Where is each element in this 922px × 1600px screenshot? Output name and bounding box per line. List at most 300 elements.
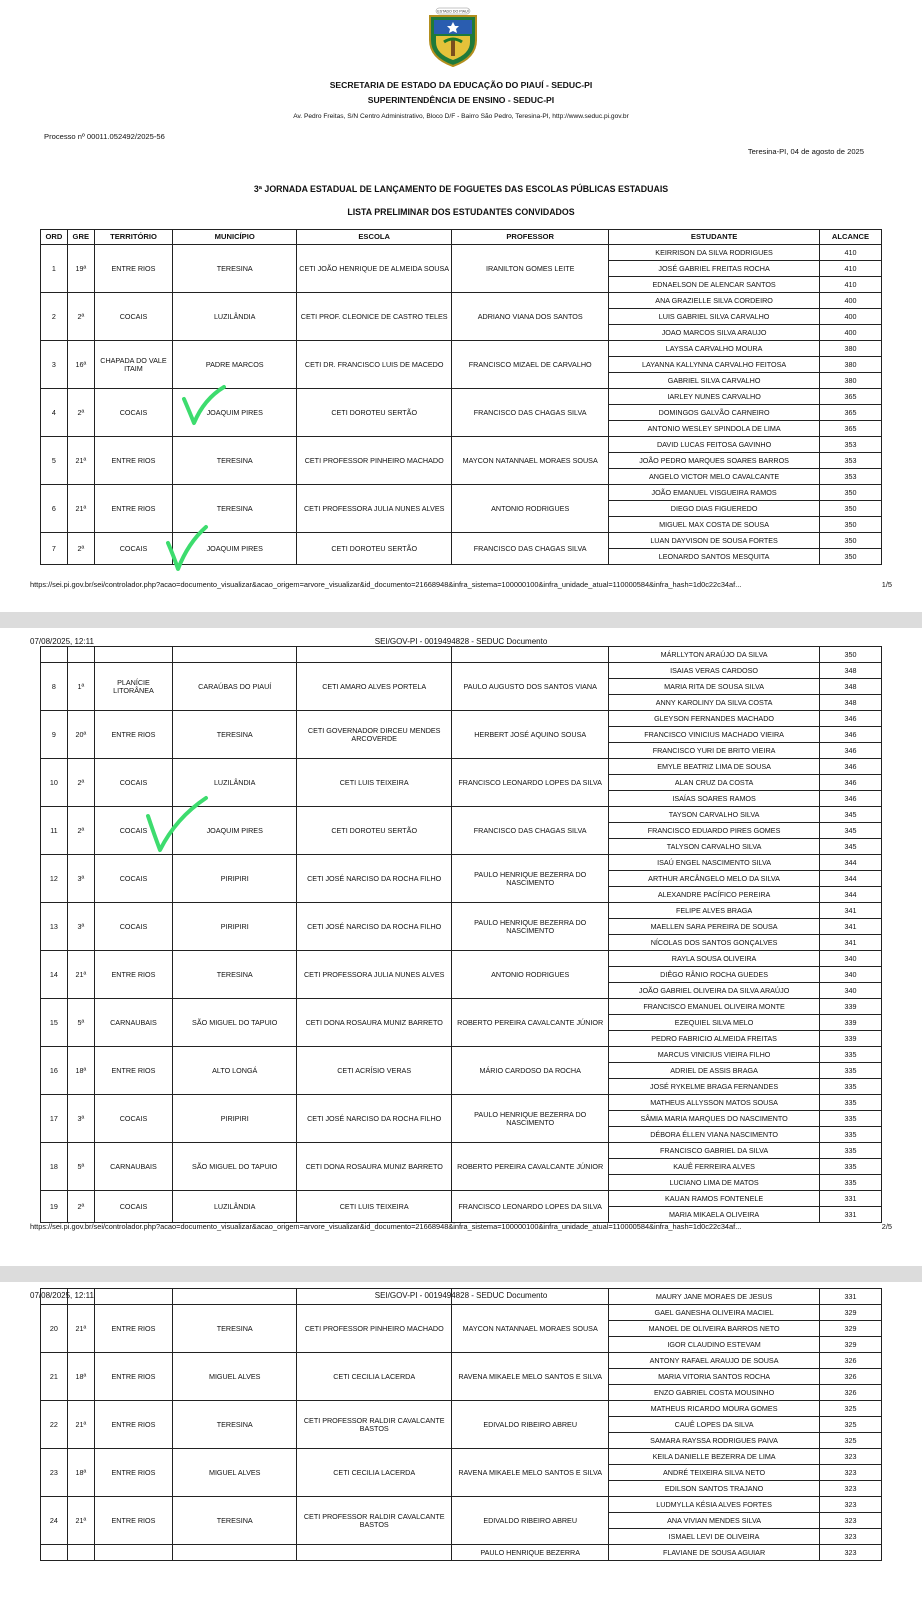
reach-cell: 346 bbox=[819, 727, 881, 743]
student-cell: DOMINGOS GALVÃO CARNEIRO bbox=[609, 405, 820, 421]
table-row bbox=[41, 341, 882, 357]
order-cell: 24 bbox=[41, 1497, 68, 1545]
school-cell: CETI CECILIA LACERDA bbox=[297, 1449, 452, 1497]
order-cell: 14 bbox=[41, 951, 68, 999]
municipality-cell bbox=[173, 647, 297, 663]
teacher-cell: FRANCISCO LEONARDO LOPES DA SILVA bbox=[452, 759, 609, 807]
student-cell: LUDMYLLA KÉSIA ALVES FORTES bbox=[609, 1497, 820, 1513]
column-header: PROFESSOR bbox=[452, 230, 609, 245]
territory-cell: CARNAUBAIS bbox=[94, 999, 173, 1047]
municipality-cell bbox=[173, 1289, 297, 1305]
territory-cell bbox=[94, 1545, 173, 1561]
student-cell: DAVID LUCAS FEITOSA GAVINHO bbox=[609, 437, 820, 453]
reach-cell: 380 bbox=[819, 373, 881, 389]
order-cell: 9 bbox=[41, 711, 68, 759]
gre-cell bbox=[67, 1289, 94, 1305]
gre-cell: 21ª bbox=[67, 951, 94, 999]
teacher-cell: PAULO HENRIQUE BEZERRA DO NASCIMENTO bbox=[452, 903, 609, 951]
reach-cell: 400 bbox=[819, 325, 881, 341]
table-row bbox=[41, 663, 882, 679]
territory-cell: ENTRE RIOS bbox=[94, 485, 173, 533]
territory-cell bbox=[94, 1289, 173, 1305]
school-cell: CETI LUIS TEIXEIRA bbox=[297, 1191, 452, 1223]
territory-cell: ENTRE RIOS bbox=[94, 437, 173, 485]
table-row bbox=[41, 1289, 882, 1305]
reach-cell: 331 bbox=[819, 1191, 881, 1207]
student-cell: GABRIEL SILVA CARVALHO bbox=[609, 373, 820, 389]
student-cell: JOÃO PEDRO MARQUES SOARES BARROS bbox=[609, 453, 820, 469]
municipality-cell: TERESINA bbox=[173, 245, 297, 293]
student-cell: MÁRLLYTON ARAÚJO DA SILVA bbox=[609, 647, 820, 663]
reach-cell: 344 bbox=[819, 855, 881, 871]
student-cell: KEIRRISON DA SILVA RODRIGUES bbox=[609, 245, 820, 261]
student-cell: FRANCISCO EDUARDO PIRES GOMES bbox=[609, 823, 820, 839]
territory-cell bbox=[94, 647, 173, 663]
reach-cell: 365 bbox=[819, 389, 881, 405]
reach-cell: 410 bbox=[819, 277, 881, 293]
teacher-cell: FRANCISCO MIZAEL DE CARVALHO bbox=[452, 341, 609, 389]
reach-cell: 339 bbox=[819, 999, 881, 1015]
document-title: 3ª JORNADA ESTADUAL DE LANÇAMENTO DE FOGUETES DAS ESCOLAS PÚBLICAS ESTADUAIS bbox=[253, 184, 669, 194]
document-page-2 bbox=[0, 628, 922, 1266]
student-cell: ANTONY RAFAEL ARAUJO DE SOUSA bbox=[609, 1353, 820, 1369]
territory-cell: COCAIS bbox=[94, 1191, 173, 1223]
municipality-cell: TERESINA bbox=[173, 485, 297, 533]
reach-cell: 335 bbox=[819, 1047, 881, 1063]
students-table-page-1 bbox=[40, 229, 882, 565]
student-cell: FRANCISCO YURI DE BRITO VIEIRA bbox=[609, 743, 820, 759]
reach-cell: 339 bbox=[819, 1031, 881, 1047]
reach-cell: 331 bbox=[819, 1207, 881, 1223]
school-cell: CETI PROFESSOR RALDIR CAVALCANTE BASTOS bbox=[297, 1497, 452, 1545]
order-cell: 16 bbox=[41, 1047, 68, 1095]
document-subtitle: LISTA PRELIMINAR DOS ESTUDANTES CONVIDADOS bbox=[347, 207, 575, 217]
municipality-cell: TERESINA bbox=[173, 951, 297, 999]
teacher-cell: ROBERTO PEREIRA CAVALCANTE JÚNIOR bbox=[452, 999, 609, 1047]
school-cell: CETI PROFESSORA JULIA NUNES ALVES bbox=[297, 485, 452, 533]
gre-cell: 21ª bbox=[67, 1305, 94, 1353]
student-cell: ANNY KAROLINY DA SILVA COSTA bbox=[609, 695, 820, 711]
gre-cell: 2ª bbox=[67, 389, 94, 437]
table-row bbox=[41, 951, 882, 967]
order-cell: 20 bbox=[41, 1305, 68, 1353]
gre-cell: 18ª bbox=[67, 1047, 94, 1095]
school-cell: CETI JOSÉ NARCISO DA ROCHA FILHO bbox=[297, 1095, 452, 1143]
teacher-cell: RAVENA MIKAELE MELO SANTOS E SILVA bbox=[452, 1449, 609, 1497]
student-cell: JOSÉ GABRIEL FREITAS ROCHA bbox=[609, 261, 820, 277]
reach-cell: 325 bbox=[819, 1417, 881, 1433]
gre-cell: 18ª bbox=[67, 1353, 94, 1401]
reach-cell: 335 bbox=[819, 1175, 881, 1191]
secretaria-heading: SECRETARIA DE ESTADO DA EDUCAÇÃO DO PIAUÍ - SEDUC-PI bbox=[329, 80, 593, 90]
order-cell: 7 bbox=[41, 533, 68, 565]
student-cell: TALYSON CARVALHO SILVA bbox=[609, 839, 820, 855]
table-row bbox=[41, 711, 882, 727]
municipality-cell: MIGUEL ALVES bbox=[173, 1449, 297, 1497]
reach-cell: 329 bbox=[819, 1321, 881, 1337]
municipality-cell: CARAÚBAS DO PIAUÍ bbox=[173, 663, 297, 711]
reach-cell: 400 bbox=[819, 293, 881, 309]
table-row bbox=[41, 999, 882, 1015]
reach-cell: 380 bbox=[819, 341, 881, 357]
date-place: Teresina-PI, 04 de agosto de 2025 bbox=[747, 147, 864, 156]
territory-cell: COCAIS bbox=[94, 807, 173, 855]
reach-cell: 353 bbox=[819, 469, 881, 485]
territory-cell: PLANÍCIE LITORÂNEA bbox=[94, 663, 173, 711]
order-cell: 21 bbox=[41, 1353, 68, 1401]
gre-cell: 2ª bbox=[67, 293, 94, 341]
reach-cell: 350 bbox=[819, 549, 881, 565]
student-cell: FRANCISCO GABRIEL DA SILVA bbox=[609, 1143, 820, 1159]
reach-cell: 345 bbox=[819, 823, 881, 839]
school-cell bbox=[297, 1545, 452, 1561]
student-cell: IARLEY NUNES CARVALHO bbox=[609, 389, 820, 405]
territory-cell: ENTRE RIOS bbox=[94, 1449, 173, 1497]
student-cell: GAEL GANESHA OLIVEIRA MACIEL bbox=[609, 1305, 820, 1321]
student-cell: NÍCOLAS DOS SANTOS GONÇALVES bbox=[609, 935, 820, 951]
state-seal-icon bbox=[424, 6, 482, 68]
print-datetime: 07/08/2025, 12:11 bbox=[30, 1291, 94, 1300]
student-cell: KEILA DANIELLE BEZERRA DE LIMA bbox=[609, 1449, 820, 1465]
reach-cell: 344 bbox=[819, 871, 881, 887]
municipality-cell: LUZILÂNDIA bbox=[173, 293, 297, 341]
table-row bbox=[41, 1353, 882, 1369]
student-cell: LAYANNA KALLYNNA CARVALHO FEITOSA bbox=[609, 357, 820, 373]
order-cell: 5 bbox=[41, 437, 68, 485]
order-cell bbox=[41, 1545, 68, 1561]
sei-document-header: SEI/GOV-PI - 0019494828 - SEDUC Documento bbox=[374, 1291, 548, 1300]
student-cell: ANGELO VICTOR MELO CAVALCANTE bbox=[609, 469, 820, 485]
reach-cell: 323 bbox=[819, 1545, 881, 1561]
column-header: ESCOLA bbox=[297, 230, 452, 245]
gre-cell: 21ª bbox=[67, 1401, 94, 1449]
gre-cell: 2ª bbox=[67, 807, 94, 855]
student-cell: PEDRO FABRICIO ALMEIDA FREITAS bbox=[609, 1031, 820, 1047]
teacher-cell: ROBERTO PEREIRA CAVALCANTE JÚNIOR bbox=[452, 1143, 609, 1191]
student-cell: DIEGO DIAS FIGUEREDO bbox=[609, 501, 820, 517]
address-line: Av. Pedro Freitas, S/N Centro Administrativo, Bloco D/F - Bairro São Pedro, Teresina-PI, http://www.seduc.pi.gov.br bbox=[293, 113, 629, 120]
print-datetime: 07/08/2025, 12:11 bbox=[30, 637, 94, 646]
school-cell bbox=[297, 1289, 452, 1305]
footer-url[interactable]: https://sei.pi.gov.br/sei/controlador.php?acao=documento_visualizar&acao_origem=arvore_visualizar&id_documento=21668948&infra_sistema=100000100&infra_unidade_atual=110000584&infra_hash=1d0c22c34af... bbox=[30, 580, 742, 589]
territory-cell: CARNAUBAIS bbox=[94, 1143, 173, 1191]
school-cell: CETI CECILIA LACERDA bbox=[297, 1353, 452, 1401]
student-cell: CAUÊ LOPES DA SILVA bbox=[609, 1417, 820, 1433]
teacher-cell: EDIVALDO RIBEIRO ABREU bbox=[452, 1497, 609, 1545]
table-row bbox=[41, 485, 882, 501]
reach-cell: 323 bbox=[819, 1529, 881, 1545]
student-cell: SAMARA RAYSSA RODRIGUES PAIVA bbox=[609, 1433, 820, 1449]
municipality-cell: PIRIPIRI bbox=[173, 903, 297, 951]
superintendencia-heading: SUPERINTENDÊNCIA DE ENSINO - SEDUC-PI bbox=[367, 95, 555, 105]
municipality-cell: TERESINA bbox=[173, 1497, 297, 1545]
page-number: 1/5 bbox=[881, 580, 892, 589]
student-cell: MAELLEN SARA PEREIRA DE SOUSA bbox=[609, 919, 820, 935]
reach-cell: 346 bbox=[819, 775, 881, 791]
student-cell: MARIA VITORIA SANTOS ROCHA bbox=[609, 1369, 820, 1385]
territory-cell: COCAIS bbox=[94, 1095, 173, 1143]
territory-cell: COCAIS bbox=[94, 855, 173, 903]
student-cell: EDNAELSON DE ALENCAR SANTOS bbox=[609, 277, 820, 293]
municipality-cell: TERESINA bbox=[173, 1401, 297, 1449]
student-cell: FLAVIANE DE SOUSA AGUIAR bbox=[609, 1545, 820, 1561]
table-row bbox=[41, 245, 882, 261]
column-header: MUNICÍPIO bbox=[173, 230, 297, 245]
municipality-cell: SÃO MIGUEL DO TAPUIO bbox=[173, 1143, 297, 1191]
territory-cell: COCAIS bbox=[94, 533, 173, 565]
gre-cell: 5ª bbox=[67, 1143, 94, 1191]
column-header: TERRITÓRIO bbox=[94, 230, 173, 245]
school-cell: CETI PROFESSOR PINHEIRO MACHADO bbox=[297, 437, 452, 485]
student-cell: DÉBORA ÉLLEN VIANA NASCIMENTO bbox=[609, 1127, 820, 1143]
gre-cell: 21ª bbox=[67, 437, 94, 485]
school-cell: CETI DOROTEU SERTÃO bbox=[297, 533, 452, 565]
reach-cell: 326 bbox=[819, 1369, 881, 1385]
municipality-cell: TERESINA bbox=[173, 437, 297, 485]
gre-cell: 16ª bbox=[67, 341, 94, 389]
student-cell: SÂMIA MARIA MARQUES DO NASCIMENTO bbox=[609, 1111, 820, 1127]
gre-cell: 3ª bbox=[67, 855, 94, 903]
school-cell: CETI LUIS TEIXEIRA bbox=[297, 759, 452, 807]
reach-cell: 329 bbox=[819, 1337, 881, 1353]
students-table-page-2 bbox=[40, 646, 882, 1223]
reach-cell: 345 bbox=[819, 839, 881, 855]
order-cell: 8 bbox=[41, 663, 68, 711]
student-cell: ANA GRAZIELLE SILVA CORDEIRO bbox=[609, 293, 820, 309]
reach-cell: 353 bbox=[819, 437, 881, 453]
teacher-cell: RAVENA MIKAELE MELO SANTOS E SILVA bbox=[452, 1353, 609, 1401]
student-cell: MARCUS VINICIUS VIEIRA FILHO bbox=[609, 1047, 820, 1063]
student-cell: MARIA MIKAELA OLIVEIRA bbox=[609, 1207, 820, 1223]
student-cell: ANA VIVIAN MENDES SILVA bbox=[609, 1513, 820, 1529]
reach-cell: 331 bbox=[819, 1289, 881, 1305]
reach-cell: 335 bbox=[819, 1079, 881, 1095]
table-row bbox=[41, 1449, 882, 1465]
territory-cell: ENTRE RIOS bbox=[94, 1047, 173, 1095]
municipality-cell: JOAQUIM PIRES bbox=[173, 533, 297, 565]
school-cell: CETI JOSÉ NARCISO DA ROCHA FILHO bbox=[297, 903, 452, 951]
student-cell: MIGUEL MAX COSTA DE SOUSA bbox=[609, 517, 820, 533]
reach-cell: 344 bbox=[819, 887, 881, 903]
reach-cell: 335 bbox=[819, 1159, 881, 1175]
reach-cell: 325 bbox=[819, 1401, 881, 1417]
reach-cell: 341 bbox=[819, 903, 881, 919]
reach-cell: 348 bbox=[819, 679, 881, 695]
reach-cell: 346 bbox=[819, 743, 881, 759]
teacher-cell: ANTONIO RODRIGUES bbox=[452, 485, 609, 533]
student-cell: ANTONIO WESLEY SPINDOLA DE LIMA bbox=[609, 421, 820, 437]
reach-cell: 326 bbox=[819, 1353, 881, 1369]
municipality-cell: MIGUEL ALVES bbox=[173, 1353, 297, 1401]
student-cell: EDILSON SANTOS TRAJANO bbox=[609, 1481, 820, 1497]
reach-cell: 346 bbox=[819, 711, 881, 727]
reach-cell: 350 bbox=[819, 533, 881, 549]
student-cell: JOSÉ RYKELME BRAGA FERNANDES bbox=[609, 1079, 820, 1095]
order-cell bbox=[41, 1289, 68, 1305]
table-row bbox=[41, 293, 882, 309]
table-row bbox=[41, 903, 882, 919]
student-cell: JOAO MARCOS SILVA ARAUJO bbox=[609, 325, 820, 341]
gre-cell: 2ª bbox=[67, 759, 94, 807]
territory-cell: ENTRE RIOS bbox=[94, 1497, 173, 1545]
order-cell: 19 bbox=[41, 1191, 68, 1223]
territory-cell: ENTRE RIOS bbox=[94, 1305, 173, 1353]
student-cell: FRANCISCO VINICIUS MACHADO VIEIRA bbox=[609, 727, 820, 743]
student-cell: JOÃO EMANUEL VISGUEIRA RAMOS bbox=[609, 485, 820, 501]
order-cell: 4 bbox=[41, 389, 68, 437]
student-cell: LUIS GABRIEL SILVA CARVALHO bbox=[609, 309, 820, 325]
student-cell: ISMAEL LEVI DE OLIVEIRA bbox=[609, 1529, 820, 1545]
page-number: 2/5 bbox=[881, 1222, 892, 1231]
table-row bbox=[41, 1143, 882, 1159]
student-cell: MAURY JANE MORAES DE JESUS bbox=[609, 1289, 820, 1305]
school-cell: CETI DONA ROSAURA MUNIZ BARRETO bbox=[297, 1143, 452, 1191]
reach-cell: 350 bbox=[819, 485, 881, 501]
student-cell: ALEXANDRE PACÍFICO PEREIRA bbox=[609, 887, 820, 903]
order-cell bbox=[41, 647, 68, 663]
teacher-cell: IRANILTON GOMES LEITE bbox=[452, 245, 609, 293]
column-header: ALCANCE bbox=[819, 230, 881, 245]
order-cell: 10 bbox=[41, 759, 68, 807]
school-cell: CETI PROFESSOR RALDIR CAVALCANTE BASTOS bbox=[297, 1401, 452, 1449]
territory-cell: COCAIS bbox=[94, 293, 173, 341]
reach-cell: 350 bbox=[819, 501, 881, 517]
table-header-row bbox=[41, 230, 882, 245]
gre-cell: 18ª bbox=[67, 1449, 94, 1497]
table-row bbox=[41, 1305, 882, 1321]
student-cell: LUCIANO LIMA DE MATOS bbox=[609, 1175, 820, 1191]
order-cell: 12 bbox=[41, 855, 68, 903]
reach-cell: 345 bbox=[819, 807, 881, 823]
reach-cell: 335 bbox=[819, 1127, 881, 1143]
school-cell: CETI DR. FRANCISCO LUIS DE MACEDO bbox=[297, 341, 452, 389]
student-cell: RAYLA SOUSA OLIVEIRA bbox=[609, 951, 820, 967]
student-cell: JOÃO GABRIEL OLIVEIRA DA SILVA ARAÚJO bbox=[609, 983, 820, 999]
reach-cell: 326 bbox=[819, 1385, 881, 1401]
teacher-cell: ANTONIO RODRIGUES bbox=[452, 951, 609, 999]
reach-cell: 323 bbox=[819, 1497, 881, 1513]
order-cell: 17 bbox=[41, 1095, 68, 1143]
sei-document-header: SEI/GOV-PI - 0019494828 - SEDUC Documento bbox=[374, 637, 548, 646]
school-cell: CETI GOVERNADOR DIRCEU MENDES ARCOVERDE bbox=[297, 711, 452, 759]
reach-cell: 346 bbox=[819, 759, 881, 775]
reach-cell: 340 bbox=[819, 983, 881, 999]
reach-cell: 325 bbox=[819, 1433, 881, 1449]
table-row bbox=[41, 1545, 882, 1561]
reach-cell: 348 bbox=[819, 695, 881, 711]
municipality-cell: SÃO MIGUEL DO TAPUIO bbox=[173, 999, 297, 1047]
territory-cell: ENTRE RIOS bbox=[94, 951, 173, 999]
table-row bbox=[41, 389, 882, 405]
student-cell: LUAN DAYVISON DE SOUSA FORTES bbox=[609, 533, 820, 549]
teacher-cell: FRANCISCO LEONARDO LOPES DA SILVA bbox=[452, 1191, 609, 1223]
gre-cell: 21ª bbox=[67, 485, 94, 533]
order-cell: 1 bbox=[41, 245, 68, 293]
reach-cell: 365 bbox=[819, 405, 881, 421]
checkmark-icon bbox=[178, 383, 228, 427]
table-row bbox=[41, 759, 882, 775]
checkmark-icon bbox=[162, 523, 212, 573]
reach-cell: 400 bbox=[819, 309, 881, 325]
school-cell: CETI JOSÉ NARCISO DA ROCHA FILHO bbox=[297, 855, 452, 903]
reach-cell: 335 bbox=[819, 1095, 881, 1111]
students-table-page-3 bbox=[40, 1288, 882, 1561]
reach-cell: 410 bbox=[819, 261, 881, 277]
territory-cell: COCAIS bbox=[94, 389, 173, 437]
teacher-cell: FRANCISCO DAS CHAGAS SILVA bbox=[452, 533, 609, 565]
teacher-cell: EDIVALDO RIBEIRO ABREU bbox=[452, 1401, 609, 1449]
municipality-cell: JOAQUIM PIRES bbox=[173, 389, 297, 437]
student-cell: ANDRÉ TEIXEIRA SILVA NETO bbox=[609, 1465, 820, 1481]
gre-cell: 5ª bbox=[67, 999, 94, 1047]
school-cell: CETI DOROTEU SERTÃO bbox=[297, 807, 452, 855]
municipality-cell: LUZILÂNDIA bbox=[173, 1191, 297, 1223]
teacher-cell: MAYCON NATANNAEL MORAES SOUSA bbox=[452, 437, 609, 485]
reach-cell: 340 bbox=[819, 967, 881, 983]
gre-cell bbox=[67, 647, 94, 663]
column-header: ORD bbox=[41, 230, 68, 245]
teacher-cell: HERBERT JOSÉ AQUINO SOUSA bbox=[452, 711, 609, 759]
reach-cell: 365 bbox=[819, 421, 881, 437]
reach-cell: 323 bbox=[819, 1449, 881, 1465]
student-cell: ADRIEL DE ASSIS BRAGA bbox=[609, 1063, 820, 1079]
reach-cell: 323 bbox=[819, 1465, 881, 1481]
school-cell: CETI ACRÍSIO VERAS bbox=[297, 1047, 452, 1095]
gre-cell: 1ª bbox=[67, 663, 94, 711]
table-row bbox=[41, 855, 882, 871]
reach-cell: 340 bbox=[819, 951, 881, 967]
column-header: GRE bbox=[67, 230, 94, 245]
order-cell: 13 bbox=[41, 903, 68, 951]
student-cell: MATHEUS ALLYSSON MATOS SOUSA bbox=[609, 1095, 820, 1111]
order-cell: 15 bbox=[41, 999, 68, 1047]
reach-cell: 380 bbox=[819, 357, 881, 373]
reach-cell: 341 bbox=[819, 935, 881, 951]
municipality-cell: PADRE MARCOS bbox=[173, 341, 297, 389]
student-cell: LEONARDO SANTOS MESQUITA bbox=[609, 549, 820, 565]
territory-cell: COCAIS bbox=[94, 759, 173, 807]
school-cell: CETI DOROTEU SERTÃO bbox=[297, 389, 452, 437]
document-page-1 bbox=[0, 0, 922, 612]
reach-cell: 339 bbox=[819, 1015, 881, 1031]
student-cell: MATHEUS RICARDO MOURA GOMES bbox=[609, 1401, 820, 1417]
student-cell: FELIPE ALVES BRAGA bbox=[609, 903, 820, 919]
gre-cell bbox=[67, 1545, 94, 1561]
student-cell: MARIA RITA DE SOUSA SILVA bbox=[609, 679, 820, 695]
student-cell: LAYSSA CARVALHO MOURA bbox=[609, 341, 820, 357]
teacher-cell: FRANCISCO DAS CHAGAS SILVA bbox=[452, 389, 609, 437]
municipality-cell: PIRIPIRI bbox=[173, 1095, 297, 1143]
teacher-cell: PAULO HENRIQUE BEZERRA DO NASCIMENTO bbox=[452, 1095, 609, 1143]
teacher-cell: MÁRIO CARDOSO DA ROCHA bbox=[452, 1047, 609, 1095]
footer-url[interactable]: https://sei.pi.gov.br/sei/controlador.php?acao=documento_visualizar&acao_origem=arvore_visualizar&id_documento=21668948&infra_sistema=100000100&infra_unidade_atual=110000584&infra_hash=1d0c22c34af... bbox=[30, 1222, 742, 1231]
checkmark-icon bbox=[140, 794, 212, 856]
municipality-cell: TERESINA bbox=[173, 1305, 297, 1353]
student-cell: ISAIAS VERAS CARDOSO bbox=[609, 663, 820, 679]
processo-number: Processo nº 00011.052492/2025-56 bbox=[44, 132, 165, 141]
teacher-cell: PAULO AUGUSTO DOS SANTOS VIANA bbox=[452, 663, 609, 711]
school-cell: CETI AMARO ALVES PORTELA bbox=[297, 663, 452, 711]
reach-cell: 341 bbox=[819, 919, 881, 935]
reach-cell: 323 bbox=[819, 1513, 881, 1529]
teacher-cell: ADRIANO VIANA DOS SANTOS bbox=[452, 293, 609, 341]
reach-cell: 350 bbox=[819, 647, 881, 663]
reach-cell: 346 bbox=[819, 791, 881, 807]
order-cell: 11 bbox=[41, 807, 68, 855]
reach-cell: 353 bbox=[819, 453, 881, 469]
teacher-cell: MAYCON NATANNAEL MORAES SOUSA bbox=[452, 1305, 609, 1353]
school-cell: CETI PROFESSOR PINHEIRO MACHADO bbox=[297, 1305, 452, 1353]
